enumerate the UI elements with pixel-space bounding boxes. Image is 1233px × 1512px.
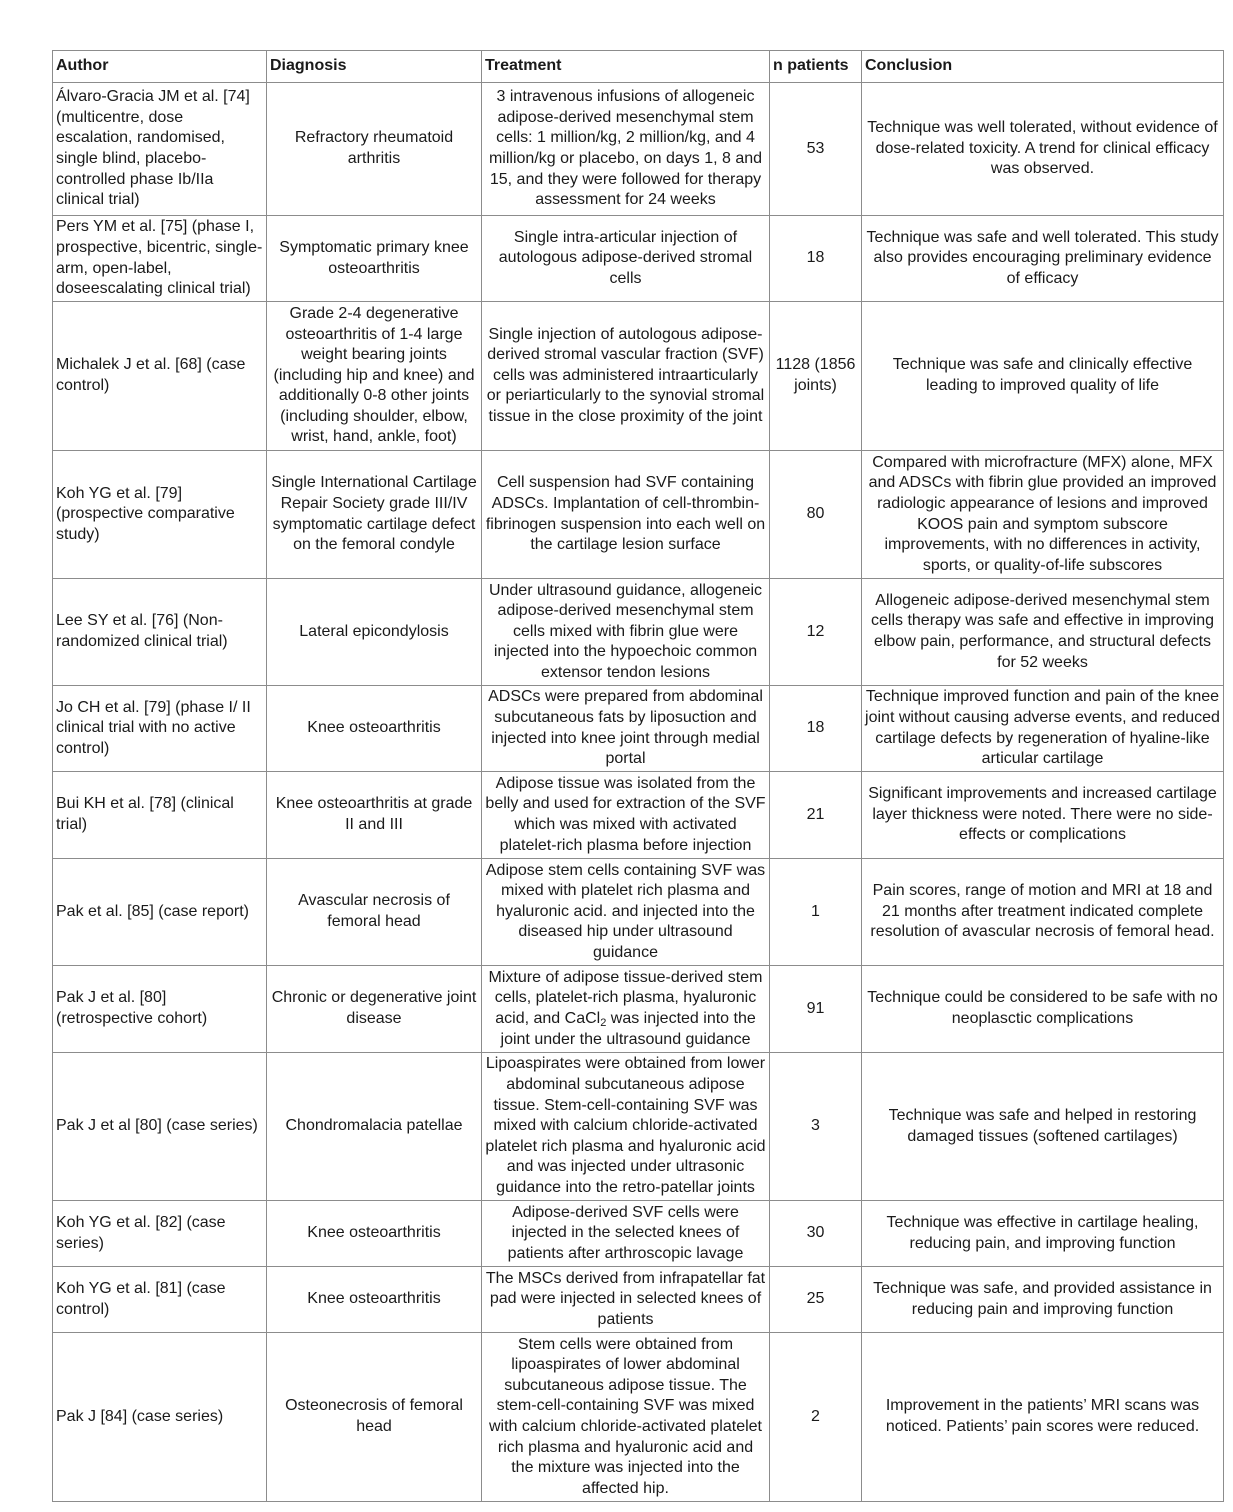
cell-treatment: 3 intravenous infusions of allogeneic adipose-derived mesenchymal stem cells: 1 million/kg, 2 million/kg, and 4 million/kg or placebo, on days 1, 8 and 15, and they were followed for therapy assessment for 24 weeks <box>482 83 770 216</box>
cell-treatment: ADSCs were prepared from abdominal subcutaneous fats by liposuction and injected into knee joint through medial portal <box>482 686 770 772</box>
cell-author: Michalek J et al. [68] (case control) <box>53 302 267 451</box>
cell-author: Pak J et al. [80] (retrospective cohort) <box>53 966 267 1053</box>
cell-n-patients: 30 <box>770 1201 862 1267</box>
header-treatment: Treatment <box>482 51 770 83</box>
table-row <box>53 859 1224 966</box>
cell-n-patients: 3 <box>770 1053 862 1201</box>
cell-treatment <box>482 966 770 1053</box>
cell-conclusion: Compared with microfracture (MFX) alone, MFX and ADSCs with fibrin glue provided an improved radiologic appearance of lesions and improved KOOS pain and symptom subscore improvements, with no differences in activity, sports, or quality-of-life subscores <box>862 451 1224 579</box>
cell-author: Pak J et al [80] (case series) <box>53 1053 267 1201</box>
cell-n-patients: 25 <box>770 1267 862 1333</box>
cell-treatment: Under ultrasound guidance, allogeneic adipose-derived mesenchymal stem cells mixed with fibrin glue were injected into the hypoechoic common extensor tendon lesions <box>482 579 770 686</box>
study-table <box>52 50 1224 1502</box>
cell-diagnosis: Knee osteoarthritis <box>267 1267 482 1333</box>
cell-conclusion: Technique was safe and well tolerated. This study also provides encouraging preliminary evidence of efficacy <box>862 216 1224 302</box>
table-row <box>53 302 1224 451</box>
cell-treatment: The MSCs derived from infrapatellar fat pad were injected in selected knees of patients <box>482 1267 770 1333</box>
cell-n-patients: 80 <box>770 451 862 579</box>
cell-n-patients: 1128 (1856 joints) <box>770 302 862 451</box>
table-row <box>53 579 1224 686</box>
table-row <box>53 1201 1224 1267</box>
cell-n-patients: 91 <box>770 966 862 1053</box>
table-row <box>53 966 1224 1053</box>
cell-author: Koh YG et al. [81] (case control) <box>53 1267 267 1333</box>
header-conclusion: Conclusion <box>862 51 1224 83</box>
cell-diagnosis: Chronic or degenerative joint disease <box>267 966 482 1053</box>
table-row <box>53 772 1224 859</box>
cell-author: Koh YG et al. [79] (prospective comparative study) <box>53 451 267 579</box>
cell-treatment: Adipose-derived SVF cells were injected in the selected knees of patients after arthroscopic lavage <box>482 1201 770 1267</box>
cell-conclusion: Technique was well tolerated, without evidence of dose-related toxicity. A trend for clinical efficacy was observed. <box>862 83 1224 216</box>
cell-conclusion: Technique was safe, and provided assistance in reducing pain and improving function <box>862 1267 1224 1333</box>
cell-diagnosis: Symptomatic primary knee osteoarthritis <box>267 216 482 302</box>
cell-n-patients: 2 <box>770 1333 862 1502</box>
cell-diagnosis: Osteonecrosis of femoral head <box>267 1333 482 1502</box>
cell-treatment: Adipose tissue was isolated from the belly and used for extraction of the SVF which was mixed with activated platelet-rich plasma before injection <box>482 772 770 859</box>
cell-n-patients: 1 <box>770 859 862 966</box>
cell-conclusion: Technique was safe and helped in restoring damaged tissues (softened cartilages) <box>862 1053 1224 1201</box>
cell-conclusion: Improvement in the patients’ MRI scans was noticed. Patients’ pain scores were reduced. <box>862 1333 1224 1502</box>
cell-diagnosis: Knee osteoarthritis at grade II and III <box>267 772 482 859</box>
header-n-patients: n patients <box>770 51 862 83</box>
cell-author: Lee SY et al. [76] (Non-randomized clinical trial) <box>53 579 267 686</box>
cell-author: Jo CH et al. [79] (phase I/ II clinical trial with no active control) <box>53 686 267 772</box>
cell-diagnosis: Single International Cartilage Repair Society grade III/IV symptomatic cartilage defect on the femoral condyle <box>267 451 482 579</box>
cell-author: Pers YM et al. [75] (phase I, prospective, bicentric, single-arm, open-label, doseescalating clinical trial) <box>53 216 267 302</box>
table-row <box>53 216 1224 302</box>
header-author: Author <box>53 51 267 83</box>
cell-treatment: Lipoaspirates were obtained from lower abdominal subcutaneous adipose tissue. Stem-cell-containing SVF was mixed with calcium chloride-activated platelet rich plasma and hyaluronic acid and was injected under ultrasonic guidance into the retro-patellar joints <box>482 1053 770 1201</box>
cell-treatment: Adipose stem cells containing SVF was mixed with platelet rich plasma and hyaluronic acid. and injected into the diseased hip under ultrasound guidance <box>482 859 770 966</box>
cell-treatment: Single injection of autologous adipose-derived stromal vascular fraction (SVF) cells was administered intraarticularly or periarticularly to the synovial stromal tissue in the close proximity of the joint <box>482 302 770 451</box>
table-row <box>53 686 1224 772</box>
cell-author: Pak J [84] (case series) <box>53 1333 267 1502</box>
cell-conclusion: Significant improvements and increased cartilage layer thickness were noted. There were no side-effects or complications <box>862 772 1224 859</box>
cell-treatment: Cell suspension had SVF containing ADSCs. Implantation of cell-thrombin-fibrinogen suspension into each well on the cartilage lesion surface <box>482 451 770 579</box>
cell-diagnosis: Lateral epicondylosis <box>267 579 482 686</box>
table-row <box>53 1267 1224 1333</box>
cell-author: Bui KH et al. [78] (clinical trial) <box>53 772 267 859</box>
header-diagnosis: Diagnosis <box>267 51 482 83</box>
cell-n-patients: 12 <box>770 579 862 686</box>
table-row <box>53 1053 1224 1201</box>
table-row <box>53 451 1224 579</box>
cell-diagnosis: Knee osteoarthritis <box>267 686 482 772</box>
cell-conclusion: Technique was effective in cartilage healing, reducing pain, and improving function <box>862 1201 1224 1267</box>
cell-author: Álvaro-Gracia JM et al. [74] (multicentre, dose escalation, randomised, single blind, placebo-controlled phase Ib/IIa clinical trial) <box>53 83 267 216</box>
table-header-row <box>53 51 1224 83</box>
treatment-text-cont: was injected into the joint under the ultrasound guidance <box>500 1010 756 1048</box>
cell-n-patients: 18 <box>770 216 862 302</box>
table-row <box>53 83 1224 216</box>
cell-diagnosis: Refractory rheumatoid arthritis <box>267 83 482 216</box>
cell-conclusion: Technique could be considered to be safe with no neoplasctic complications <box>862 966 1224 1053</box>
cell-diagnosis: Grade 2-4 degenerative osteoarthritis of 1-4 large weight bearing joints (including hip and knee) and additionally 0-8 other joints (including shoulder, elbow, wrist, hand, ankle, foot) <box>267 302 482 451</box>
cell-conclusion: Technique improved function and pain of the knee joint without causing adverse events, and reduced cartilage defects by regeneration of hyaline-like articular cartilage <box>862 686 1224 772</box>
cell-treatment: Stem cells were obtained from lipoaspirates of lower abdominal subcutaneous adipose tissue. The stem-cell-containing SVF was mixed with calcium chloride-activated platelet rich plasma and hyaluronic acid and the mixture was injected into the affected hip. <box>482 1333 770 1502</box>
cell-diagnosis: Knee osteoarthritis <box>267 1201 482 1267</box>
cell-treatment: Single intra-articular injection of autologous adipose-derived stromal cells <box>482 216 770 302</box>
cell-author: Pak et al. [85] (case report) <box>53 859 267 966</box>
cell-author: Koh YG et al. [82] (case series) <box>53 1201 267 1267</box>
cell-diagnosis: Chondromalacia patellae <box>267 1053 482 1201</box>
treatment-text: Mixture of adipose tissue-derived stem cells, platelet-rich plasma, hyaluronic acid, and CaCl <box>488 968 763 1027</box>
table-row <box>53 1333 1224 1502</box>
cell-conclusion: Pain scores, range of motion and MRI at 18 and 21 months after treatment indicated complete resolution of avascular necrosis of femoral head. <box>862 859 1224 966</box>
cell-n-patients: 21 <box>770 772 862 859</box>
cell-conclusion: Allogeneic adipose-derived mesenchymal stem cells therapy was safe and effective in improving elbow pain, performance, and structural defects for 52 weeks <box>862 579 1224 686</box>
cell-n-patients: 18 <box>770 686 862 772</box>
cell-conclusion: Technique was safe and clinically effective leading to improved quality of life <box>862 302 1224 451</box>
subscript-2: 2 <box>600 1017 607 1029</box>
cell-diagnosis: Avascular necrosis of femoral head <box>267 859 482 966</box>
cell-n-patients: 53 <box>770 83 862 216</box>
